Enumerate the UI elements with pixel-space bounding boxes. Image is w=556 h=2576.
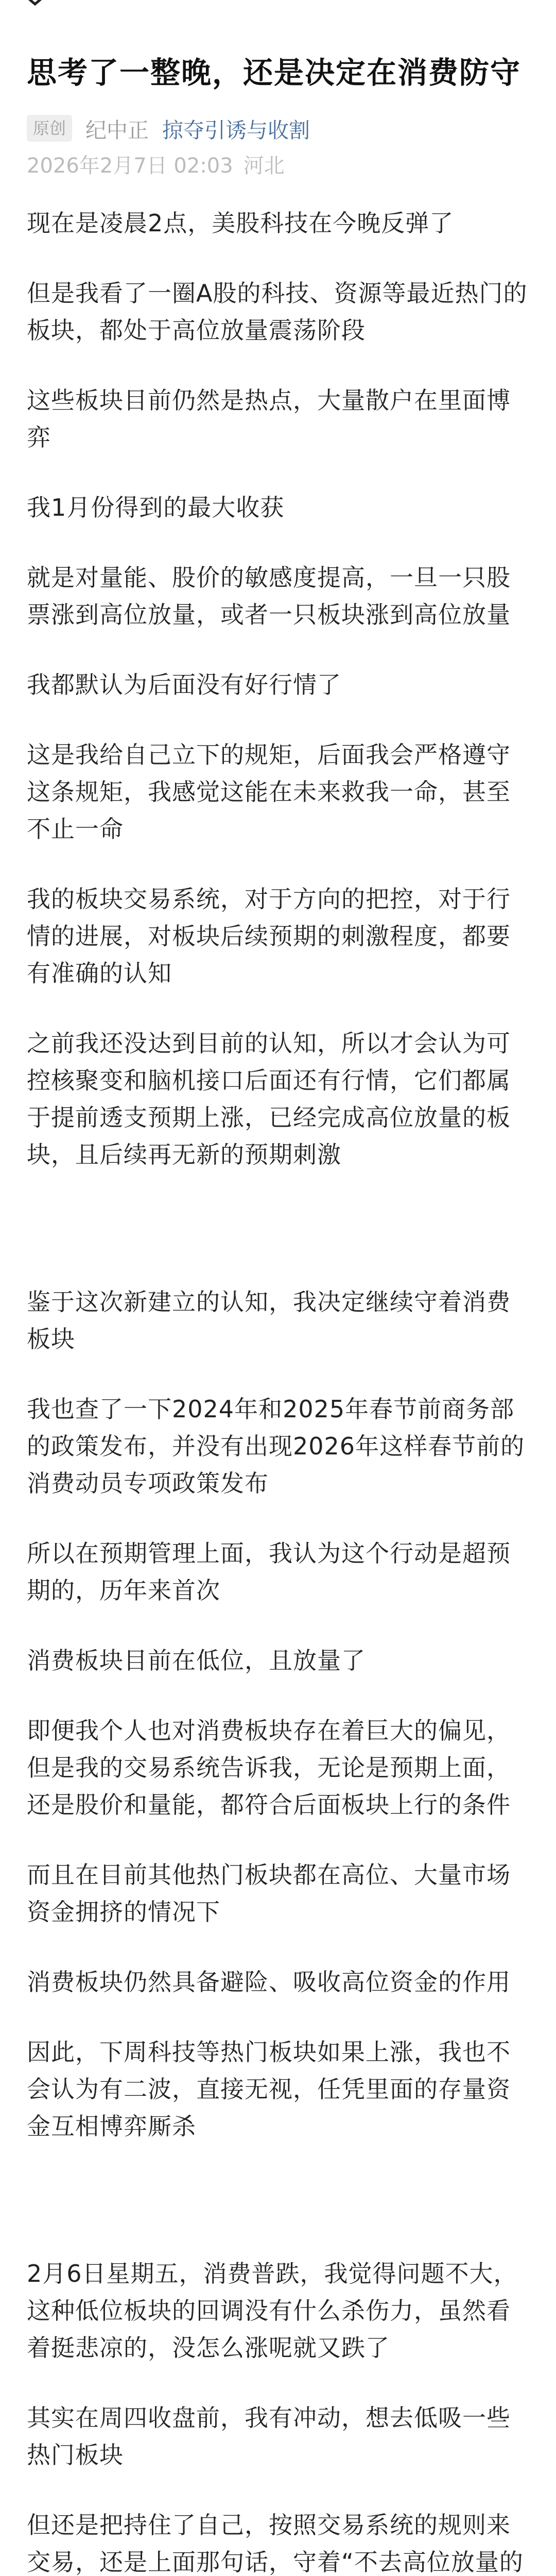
paragraph: 我都默认为后面没有好行情了 — [27, 671, 341, 699]
paragraph: 消费板块仍然具备避险、吸收高位资金的作用 — [27, 1968, 511, 1996]
paragraph: 但是我看了一圈A股的科技、资源等最近热门的板块，都处于高位放量震荡阶段 — [27, 279, 528, 344]
account-link[interactable]: 掠夺引诱与收割 — [162, 117, 310, 143]
paragraph: 这些板块目前仍然是热点，大量散户在里面博弈 — [27, 386, 511, 451]
paragraph: 就是对量能、股价的敏感度提高，一旦一只股票涨到高位放量，或者一只板块涨到高位放量 — [27, 564, 511, 629]
paragraph: 之前我还没达到目前的认知，所以才会认为可控核聚变和脑机接口后面还有行情，它们都属于提前透支预期上涨，已经完成高位放量的板块，且后续再无新的预期刺激 — [27, 1029, 511, 1168]
publish-info — [27, 152, 531, 180]
article-body — [27, 205, 531, 2576]
article-title: 思考了一整晚，还是决定在消费防守 — [27, 55, 522, 90]
paragraph: 鉴于这次新建立的认知，我决定继续守着消费板块 — [27, 1288, 511, 1353]
article-content — [27, 49, 531, 2576]
paragraph: 消费板块目前在低位，且放量了 — [27, 1647, 366, 1674]
paragraph: 即便我个人也对消费板块存在着巨大的偏见，但是我的交易系统告诉我，无论是预期上面，还是股价和量能，都符合后面板块上行的条件 — [27, 1717, 511, 1819]
paragraph: 现在是凌晨2点，美股科技在今晚反弹了 — [27, 209, 454, 237]
publish-date: 2026年2月7日 02:03 — [27, 154, 233, 178]
author-link[interactable]: 纪中正 — [85, 117, 149, 143]
article-meta — [27, 115, 531, 142]
paragraph: 其实在周四收盘前，我有冲动，想去低吸一些热门板块 — [27, 2404, 511, 2469]
paragraph: 2月6日星期五，消费普跌，我觉得问题不大，这种低位板块的回调没有什么杀伤力，虽然看着挺悲凉的，没怎么涨呢就又跌了 — [27, 2260, 518, 2362]
paragraph: 这是我给自己立下的规矩，后面我会严格遵守这条规矩，我感觉这能在未来救我一命，甚至不止一命 — [27, 741, 511, 843]
paragraph: 我的板块交易系统，对于方向的把控，对于行情的进展，对板块后续预期的刺激程度，都要有准确的认知 — [27, 885, 511, 987]
paragraph: 而且在目前其他热门板块都在高位、大量市场资金拥挤的情况下 — [27, 1861, 511, 1926]
blank-line — [27, 1206, 531, 1283]
paragraph: 因此，下周科技等热门板块如果上涨，我也不会认为有二波，直接无视，任凭里面的存量资金互相博弈厮杀 — [27, 2038, 511, 2140]
paragraph: 我1月份得到的最大收获 — [27, 494, 285, 521]
back-arrow-icon[interactable] — [25, 0, 45, 8]
paragraph: 但还是把持住了自己，按照交易系统的规则来交易，还是上面那句话，守着“不去高位放量的 — [27, 2511, 524, 2576]
blank-line — [27, 2178, 531, 2255]
publish-location: 河北 — [243, 154, 285, 178]
paragraph: 所以在预期管理上面，我认为这个行动是超预期的，历年来首次 — [27, 1539, 511, 1604]
original-badge: 原创 — [27, 115, 72, 142]
paragraph: 我也查了一下2024年和2025年春节前商务部的政策发布，并没有出现2026年这样春节前的消费动员专项政策发布 — [27, 1395, 525, 1497]
